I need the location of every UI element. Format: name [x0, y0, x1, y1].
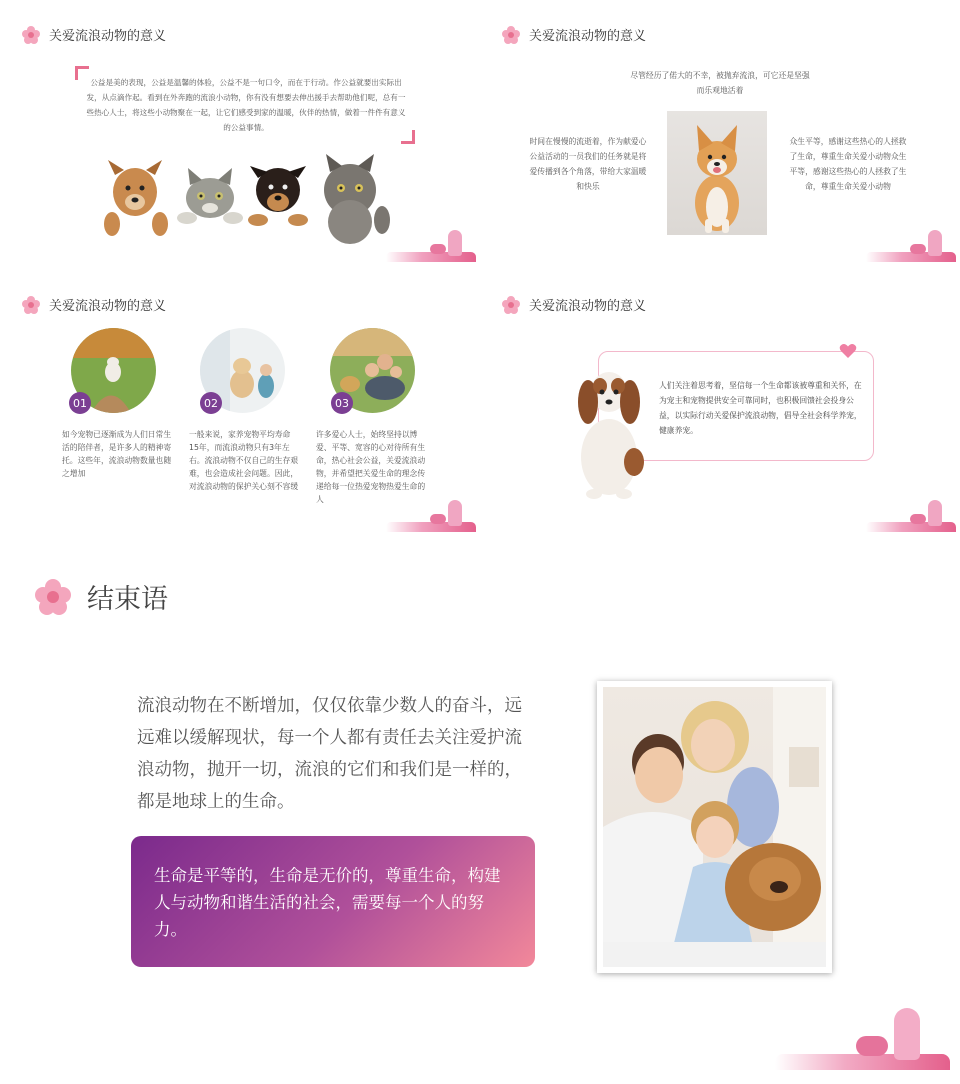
corner-decoration	[775, 990, 950, 1070]
slide-header	[502, 295, 646, 314]
right-text: 众生平等，感谢这些热心的人拯救了生命，尊重生命关爱小动物众生平等，感谢这些热心的人拯救了生命，尊重生命关爱小动物	[789, 137, 907, 191]
highlight-text: 生命是平等的，生命是无价的，尊重生命，构建人与动物和谐生活的社会，需要每一个人的努力。	[154, 866, 501, 939]
flower-icon	[502, 296, 520, 314]
item-text: 如今宠物已逐渐成为人们日常生活的陪伴者，是许多人的精神寄托。这些年，流浪动物数量也随之增加	[62, 430, 172, 478]
pets-peeking-image	[100, 150, 400, 250]
spaniel-image	[564, 362, 654, 502]
flower-icon	[35, 579, 71, 615]
family-photo-frame	[597, 681, 832, 973]
heart-icon	[839, 343, 857, 359]
corner-decoration	[866, 222, 956, 262]
corner-decoration	[386, 222, 476, 262]
slide-4	[480, 270, 960, 538]
slide-header	[502, 25, 646, 44]
number-badge: 02	[200, 392, 222, 414]
corgi-photo	[667, 111, 767, 235]
corner-decoration	[866, 492, 956, 532]
slide-1	[0, 0, 480, 268]
corner-decoration	[386, 492, 476, 532]
slide-title: 结束语	[87, 584, 168, 615]
family-with-dog-photo	[603, 687, 826, 967]
quote-text: 公益是美的表现，公益是温馨的体验，公益不是一句口令，而在于行动。作公益就要出实际出发，从点滴作起。看到在外奔跑的流浪小动物，你有没有想要去伸出援手去帮助他们呢，总有一些热心人士，将这些小动物聚在一起，让它们感受到家的温暖，伙伴的热情，做着一件件有意义的公益事情。	[86, 78, 406, 132]
closing-paragraph: 流浪动物在不断增加，仅仅依靠少数人的奋斗，远远难以缓解现状，每一个人都有责任去关注爱护流浪动物，抛开一切，流浪的它们和我们是一样的，都是地球上的生命。	[137, 696, 522, 812]
slide-header	[22, 25, 166, 44]
slide-2	[480, 0, 960, 268]
slide-title: 关爱流浪动物的意义	[529, 299, 647, 314]
box-text: 人们关注着思考着，坚信每一个生命都该被尊重和关怀，在为宠主和宠物提供安全可靠同时，也积极回馈社会投身公益，以实际行动关爱保护流浪动物，倡导全社会科学养宠，健康养宠。	[659, 381, 862, 435]
slide-header	[35, 577, 168, 616]
quote-box	[75, 66, 415, 144]
number-badge: 01	[69, 392, 91, 414]
slide-5	[0, 540, 960, 1084]
slide-3	[0, 270, 480, 538]
slide-title: 关爱流浪动物的意义	[49, 299, 167, 314]
item-text: 一般来说，家养宠物平均寿命15年，而流浪动物只有3年左右。流浪动物不仅自己的生存艰难，也会造成社会问题。因此，对流浪动物的保护关心刻不容缓	[189, 430, 299, 491]
number-badge: 03	[331, 392, 353, 414]
slide-title: 关爱流浪动物的意义	[49, 29, 167, 44]
left-text: 时间在慢慢的流逝着，作为献爱心公益活动的一员我们的任务就是将爱传播到各个角落，带给大家温暖和快乐	[529, 137, 647, 191]
item-text: 许多爱心人士，始终坚持以博爱、平等、宽容的心对待所有生命，热心社会公益，关爱流浪动物，并希望把关爱生命的理念传递给每一位热爱宠物热爱生命的人	[316, 430, 426, 504]
flower-icon	[22, 26, 40, 44]
top-text: 尽管经历了偌大的不幸，被抛弃流浪，可它还是坚强而乐观地活着	[630, 71, 810, 95]
highlight-box	[131, 836, 535, 967]
flower-icon	[502, 26, 520, 44]
flower-icon	[22, 296, 40, 314]
slide-header	[22, 295, 166, 314]
slide-title: 关爱流浪动物的意义	[529, 29, 647, 44]
